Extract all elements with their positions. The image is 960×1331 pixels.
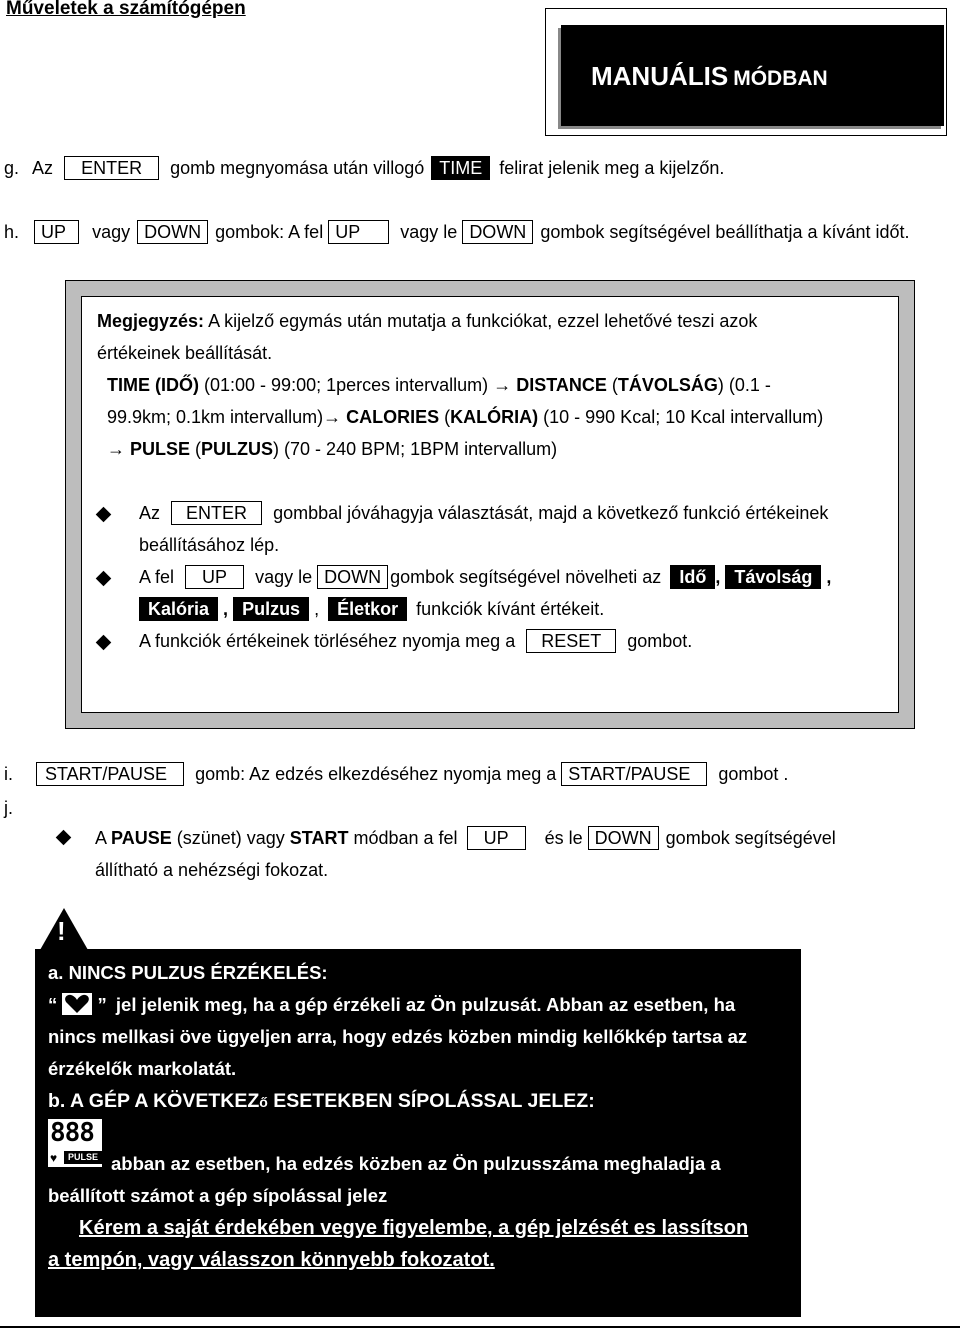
calories-range: (10 - 990 Kcal; 10 Kcal intervallum): [543, 407, 824, 427]
warning-a-text-1: jel jelenik meg, ha a gép érzékeli az Ön pulzusát. Abban az esetben, ha: [115, 994, 736, 1015]
step-g-text-3: felirat jelenik meg a kijelzőn.: [499, 158, 725, 178]
step-i-marker: i.: [4, 764, 13, 784]
start-pause-button[interactable]: START/PAUSE: [36, 762, 184, 786]
enter-button-note[interactable]: ENTER: [171, 501, 262, 525]
eletkor-badge: Életkor: [328, 597, 407, 621]
arrow-icon: →: [493, 375, 512, 395]
note-line-3: [107, 373, 771, 397]
distance-label: DISTANCE: [516, 375, 607, 395]
arrow-icon: →: [107, 439, 125, 459]
step-j-line-2: állítható a nehézségi fokozat.: [95, 860, 329, 880]
distance-range-start: ) (0.1 -: [717, 375, 771, 395]
warning-a-line-3: érzékelők markolatát.: [48, 1058, 237, 1079]
step-i-text-1: gomb: Az edzés elkezdéséhez nyomja meg a: [195, 764, 557, 784]
warning-a-title: a. NINCS PULZUS ÉRZÉKELÉS:: [48, 962, 328, 983]
step-g-text-1: Az: [32, 158, 54, 178]
bullet-2-line-2: Kalória , Pulzus , Életkor funkciók kívánt értékeit.: [139, 597, 604, 621]
step-j-line-1: [95, 826, 836, 850]
bullet-diamond-icon: [96, 507, 112, 523]
note-line-5: [107, 437, 557, 461]
mode-title-bold: MANUÁLIS: [591, 61, 729, 91]
time-label: TIME (IDŐ): [107, 375, 199, 395]
mode-title-panel: [561, 25, 944, 126]
bullet-1-text-1: Az: [139, 503, 161, 523]
bottom-rule: [0, 1326, 960, 1328]
step-h: [4, 220, 910, 244]
bullet-diamond-icon: [96, 571, 112, 587]
start-word: START: [289, 828, 349, 848]
mode-title-normal: MÓDBAN: [733, 67, 828, 90]
step-g-marker: g.: [4, 158, 20, 178]
warning-b-title-small: ő: [259, 1094, 268, 1110]
bullet-2-line-1: A fel UP vagy le DOWN gombok segítségével növelheti az Idő , Távolság ,: [139, 567, 832, 587]
up-button-2[interactable]: UP: [328, 220, 389, 244]
up-button-j[interactable]: UP: [467, 826, 526, 850]
warning-b-title-1: b. A GÉP A KÖVETKEZ: [48, 1090, 260, 1112]
step-j-text-2: (szünet) vagy: [176, 828, 285, 848]
up-button-note[interactable]: UP: [185, 565, 244, 589]
warning-b-title-2: ESETEKBEN SÍPOLÁSSAL JELEZ:: [267, 1090, 595, 1112]
step-h-text-3: vagy le: [400, 222, 458, 242]
warning-a-line-2: nincs mellkasi öve ügyeljen arra, hogy edzés közben mindig kellőkkép tartsa az: [48, 1026, 748, 1047]
paren-open: (: [444, 407, 451, 427]
bullet-1-line-1: [139, 501, 828, 525]
pulzus-badge: Pulzus: [233, 597, 309, 621]
step-j-text-4: és le: [544, 828, 583, 848]
pulse-display-icon: [48, 1119, 102, 1167]
calories-label: CALORIES: [346, 407, 440, 427]
warning-triangle-icon: [38, 906, 90, 952]
bullet-2-text-4: funkciók kívánt értékeit.: [416, 599, 605, 619]
warning-b-line-1: abban az esetben, ha edzés közben az Ön pulzusszáma meghaladja a: [111, 1153, 721, 1174]
close-quote: ”: [97, 994, 107, 1015]
bullet-diamond-icon: [56, 830, 72, 846]
note-line-4: [107, 405, 823, 429]
note-line-2: [97, 341, 272, 365]
step-h-text-4: gombok segítségével beállíthatja a kívánt időt.: [540, 222, 910, 242]
section-title: Műveletek a számítógépen: [6, 0, 246, 19]
enter-button[interactable]: ENTER: [64, 156, 159, 180]
calories-hu-label: KALÓRIA): [450, 407, 539, 427]
warning-b-line-2: beállított számot a gép sípolással jelez: [48, 1185, 388, 1206]
pulse-label: PULSE: [130, 439, 191, 459]
tavolsag-badge: Távolság: [725, 565, 821, 589]
warning-mark: !: [57, 916, 66, 946]
down-button-2[interactable]: DOWN: [462, 220, 533, 244]
step-h-text-2: gombok: A fel: [215, 222, 324, 242]
mode-title-frame: [545, 8, 947, 136]
paren-open: (: [195, 439, 202, 459]
warning-b-title: [48, 1089, 595, 1114]
pulse-hu-label: PULZUS: [201, 439, 274, 459]
bullet-2-text-1: A fel: [139, 567, 175, 587]
display-label: PULSE: [64, 1151, 102, 1164]
up-button[interactable]: UP: [34, 220, 79, 244]
step-g-text-2: gomb megnyomása után villogó: [170, 158, 425, 178]
warning-b-underline-1: Kérem a saját érdekében vegye figyelembe, a gép jelzését es lassítson: [79, 1217, 749, 1239]
time-indicator: TIME: [431, 156, 490, 180]
bullet-diamond-icon: [96, 635, 112, 651]
display-digits: 888: [50, 1118, 94, 1148]
note-text-1: A kijelző egymás után mutatja a funkciókat, ezzel lehetővé teszi azok: [208, 311, 758, 331]
step-j-text-3: módban a fel: [353, 828, 458, 848]
note-text-2: értékeinek beállítását.: [97, 343, 273, 363]
down-button-j[interactable]: DOWN: [588, 826, 659, 850]
note-line-1: [97, 309, 757, 333]
arrow-icon: →: [323, 407, 342, 427]
start-pause-button-2[interactable]: START/PAUSE: [561, 762, 707, 786]
ido-badge: Idő: [670, 565, 715, 589]
down-button-note[interactable]: DOWN: [317, 565, 388, 589]
step-j-text-1: A: [95, 828, 107, 848]
warning-b-underline-2: a tempón, vagy válasszon könnyebb fokozatot.: [48, 1249, 495, 1271]
bullet-3-text-2: gombot.: [627, 631, 693, 651]
step-h-marker: h.: [4, 222, 20, 242]
down-button[interactable]: DOWN: [137, 220, 208, 244]
note-label: Megjegyzés:: [97, 311, 205, 331]
step-i-text-2: gombot .: [718, 764, 789, 784]
reset-button[interactable]: RESET: [526, 629, 616, 653]
warning-a-line-1: [48, 993, 735, 1017]
step-g: [4, 156, 724, 180]
heart-icon: [62, 993, 92, 1015]
bullet-3-text-1: A funkciók értékeinek törléséhez nyomja meg a: [139, 631, 516, 651]
kaloria-badge: Kalória: [139, 597, 218, 621]
bullet-1-text-3: beállításához lép.: [139, 535, 280, 555]
open-quote: “: [48, 994, 58, 1015]
display-heart-icon: ♥: [50, 1151, 58, 1165]
time-range: (01:00 - 99:00; 1perces intervallum): [204, 375, 489, 395]
bullet-2-text-2: vagy le: [255, 567, 313, 587]
bullet-3-line-1: [139, 629, 692, 653]
step-j-text-5: gombok segítségével: [665, 828, 836, 848]
bullet-1-line-2: [139, 533, 279, 557]
note-box-inner: [81, 296, 899, 713]
pulse-range: ) (70 - 240 BPM; 1BPM intervallum): [273, 439, 558, 459]
step-i: [4, 762, 788, 786]
step-j-marker: j.: [4, 798, 13, 818]
distance-hu-label: TÁVOLSÁG: [617, 375, 718, 395]
step-h-text-1: vagy: [92, 222, 131, 242]
note-box: [65, 280, 915, 729]
distance-range-end: 99.9km; 0.1km intervallum): [107, 407, 324, 427]
mode-title: [591, 61, 828, 92]
paren-open: (: [611, 375, 618, 395]
warning-box: [35, 949, 801, 1317]
pause-word: PAUSE: [111, 828, 172, 848]
bullet-1-text-2: gombbal jóváhagyja választását, majd a következő funkció értékeinek: [273, 503, 829, 523]
bullet-2-text-3: gombok segítségével növelheti az: [390, 567, 662, 587]
